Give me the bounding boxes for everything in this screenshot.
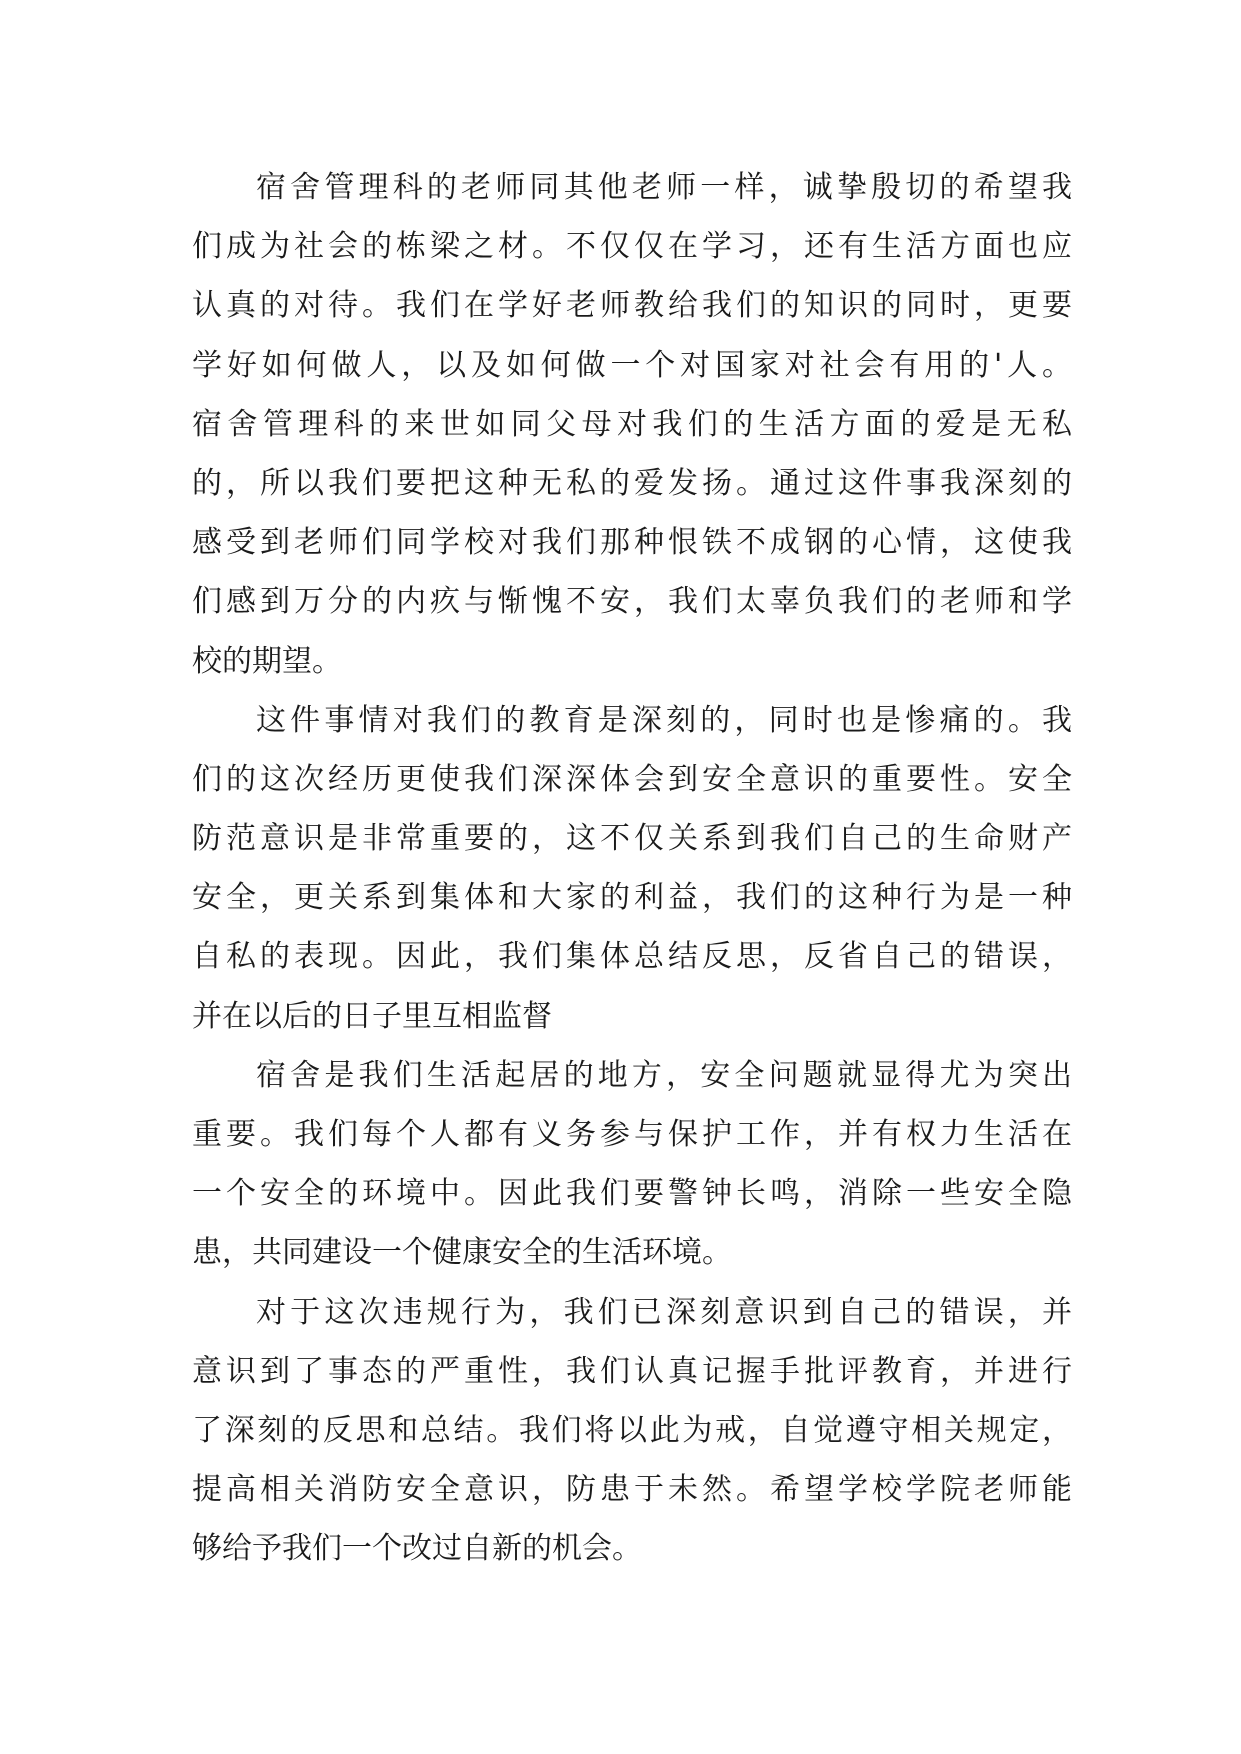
text-line: 自私的表现。因此，我们集体总结反思，反省自己的错误， bbox=[192, 939, 1072, 975]
text-line: 了深刻的反思和总结。我们将以此为戒，自觉遵守相关规定， bbox=[192, 1412, 1072, 1448]
paragraph-4 bbox=[192, 1283, 1072, 1579]
paragraph-2 bbox=[192, 691, 1072, 1046]
paragraph-3 bbox=[192, 1046, 1072, 1283]
text-line: 感受到老师们同学校对我们那种恨铁不成钢的心情，这使我 bbox=[192, 525, 1072, 561]
text-line: 宿舍管理科的来世如同父母对我们的生活方面的爱是无私 bbox=[192, 406, 1072, 442]
text-line: 宿舍管理科的老师同其他老师一样，诚挚殷切的希望我 bbox=[256, 170, 1072, 205]
text-line: 认真的对待。我们在学好老师教给我们的知识的同时，更要 bbox=[192, 288, 1072, 324]
text-line: 提高相关消防安全意识，防患于未然。希望学校学院老师能 bbox=[192, 1472, 1072, 1508]
text-line: 们成为社会的栋梁之材。不仅仅在学习，还有生活方面也应 bbox=[192, 229, 1072, 265]
text-line: 并在以后的日子里互相监督 bbox=[192, 998, 552, 1034]
text-line: 的，所以我们要把这种无私的爱发扬。通过这件事我深刻的 bbox=[192, 465, 1072, 501]
text-line: 宿舍是我们生活起居的地方，安全问题就显得尤为突出 bbox=[256, 1057, 1072, 1093]
text-line: 学好如何做人，以及如何做一个对国家对社会有用的'人。 bbox=[192, 347, 1072, 383]
text-line: 对于这次违规行为，我们已深刻意识到自己的错误，并 bbox=[256, 1294, 1072, 1330]
text-line: 安全，更关系到集体和大家的利益，我们的这种行为是一种 bbox=[192, 880, 1072, 916]
text-line: 们的这次经历更使我们深深体会到安全意识的重要性。安全 bbox=[192, 761, 1072, 797]
text-line: 够给予我们一个改过自新的机会。 bbox=[192, 1531, 642, 1567]
paragraph-1 bbox=[192, 158, 1072, 691]
text-line: 一个安全的环境中。因此我们要警钟长鸣，消除一些安全隐 bbox=[192, 1176, 1072, 1212]
text-line: 重要。我们每个人都有义务参与保护工作，并有权力生活在 bbox=[192, 1117, 1072, 1152]
text-line: 这件事情对我们的教育是深刻的，同时也是惨痛的。我 bbox=[256, 702, 1072, 738]
text-line: 意识到了事态的严重性，我们认真记握手批评教育，并进行 bbox=[192, 1353, 1072, 1389]
text-line: 校的期望。 bbox=[192, 643, 342, 679]
text-line: 防范意识是非常重要的，这不仅关系到我们自己的生命财产 bbox=[192, 821, 1072, 857]
text-line: 们感到万分的内疚与惭愧不安，我们太辜负我们的老师和学 bbox=[192, 584, 1072, 620]
body-text bbox=[192, 158, 1072, 1579]
text-line: 患，共同建设一个健康安全的生活环境。 bbox=[192, 1235, 732, 1271]
